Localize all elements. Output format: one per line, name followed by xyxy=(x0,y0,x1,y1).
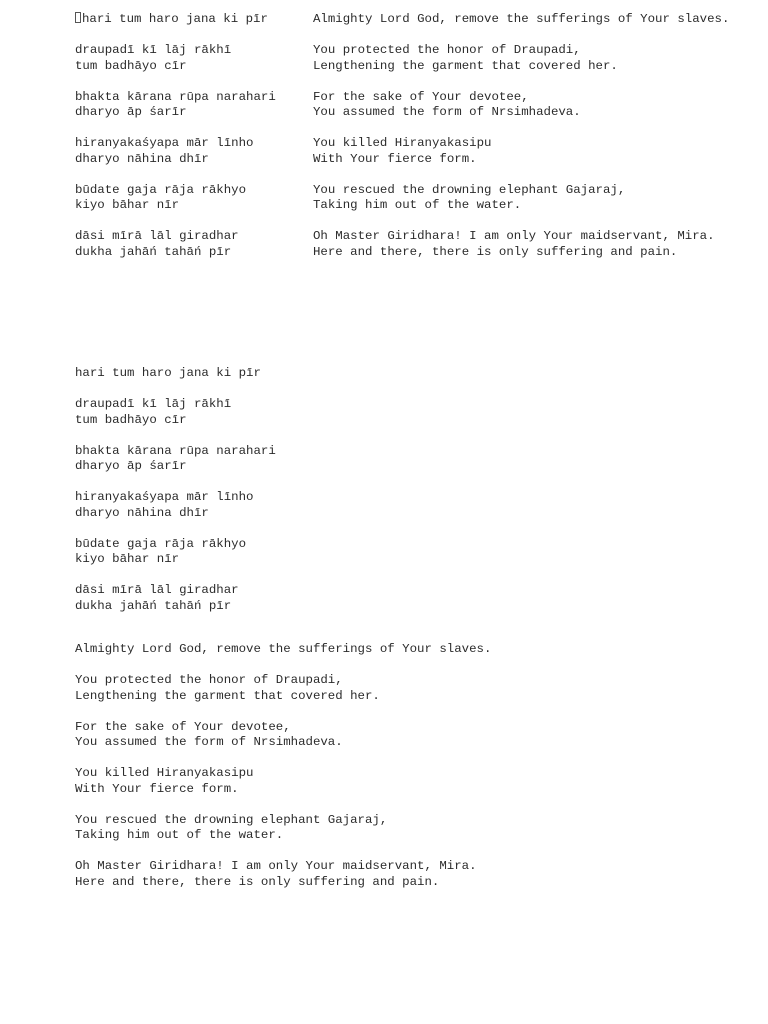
stanza xyxy=(75,537,276,568)
verse-line: draupadī kī lāj rākhī xyxy=(75,397,232,411)
verse-line: With Your fierce form. xyxy=(75,781,239,796)
translation-column xyxy=(313,12,745,28)
verse-line: You protected the honor of Draupadi, xyxy=(313,43,581,57)
verse-line: You assumed the form of Nrsimhadeva. xyxy=(313,105,581,119)
verse-line: dharyo āp śarīr xyxy=(75,105,187,119)
verse-line: dharyo nāhina dhīr xyxy=(75,505,209,520)
verse-line: hiranyakaśyapa mār līnho xyxy=(75,490,254,504)
verse-line: Taking him out of the water. xyxy=(313,198,522,212)
stanza xyxy=(75,366,276,382)
verse-line: dāsi mīrā lāl giradhar xyxy=(75,229,239,243)
transliteration-column xyxy=(75,90,313,121)
translation-column xyxy=(313,90,745,121)
verse-line: Oh Master Giridhara! I am only Your maidservant, Mira. xyxy=(313,229,715,243)
verse-line: Here and there, there is only suffering and pain. xyxy=(313,244,678,259)
verse-line: kiyo bāhar nīr xyxy=(75,552,180,566)
verse-line: Taking him out of the water. xyxy=(75,828,284,842)
verse-line: You killed Hiranyakasipu xyxy=(75,766,254,780)
verse-line: bhakta kārana rūpa narahari xyxy=(75,89,276,104)
verse-line: You rescued the drowning elephant Gajaraj, xyxy=(75,812,388,827)
parallel-stanza xyxy=(75,183,745,214)
transliteration-column xyxy=(75,43,313,74)
verse-line: kiyo bāhar nīr xyxy=(75,198,180,212)
verse-line: tum badhāyo cīr xyxy=(75,412,187,427)
translation-section xyxy=(75,642,491,906)
verse-line: Oh Master Giridhara! I am only Your maidservant, Mira. xyxy=(75,859,477,873)
stanza xyxy=(75,813,491,844)
transliteration-section xyxy=(75,366,276,630)
verse-line: You killed Hiranyakasipu xyxy=(313,136,492,150)
translation-column xyxy=(313,229,745,260)
parallel-stanza xyxy=(75,229,745,260)
stanza xyxy=(75,859,491,890)
stanza xyxy=(75,490,276,521)
verse-line: būdate gaja rāja rākhyo xyxy=(75,182,247,197)
verse-line: bhakta kārana rūpa narahari xyxy=(75,443,276,458)
verse-line: tum badhāyo cīr xyxy=(75,58,187,73)
verse-line: Here and there, there is only suffering and pain. xyxy=(75,874,440,889)
translation-column xyxy=(313,43,745,74)
stanza xyxy=(75,766,491,797)
verse-line: dharyo nāhina dhīr xyxy=(75,151,209,166)
stanza xyxy=(75,642,491,658)
verse-line: dukha jahāń tahāń pīr xyxy=(75,244,232,259)
verse-line: Lengthening the garment that covered her. xyxy=(313,58,618,73)
missing-glyph-icon xyxy=(75,12,81,23)
transliteration-column xyxy=(75,136,313,167)
verse-line: Almighty Lord God, remove the sufferings of Your slaves. xyxy=(75,642,492,656)
verse-line: dāsi mīrā lāl giradhar xyxy=(75,583,239,597)
translation-column xyxy=(313,183,745,214)
verse-line: Lengthening the garment that covered her. xyxy=(75,688,380,703)
parallel-stanza xyxy=(75,90,745,121)
stanza xyxy=(75,583,276,614)
verse-line: dharyo āp śarīr xyxy=(75,459,187,473)
stanza xyxy=(75,720,491,751)
verse-line: Almighty Lord God, remove the sufferings of Your slaves. xyxy=(313,12,730,26)
verse-line: būdate gaja rāja rākhyo xyxy=(75,536,247,551)
parallel-stanza xyxy=(75,43,745,74)
verse-line: hari tum haro jana ki pīr xyxy=(75,366,261,380)
translation-column xyxy=(313,136,745,167)
verse-line: You rescued the drowning elephant Gajaraj, xyxy=(313,182,626,197)
verse-line: hiranyakaśyapa mār līnho xyxy=(75,136,254,150)
parallel-stanza xyxy=(75,136,745,167)
transliteration-column xyxy=(75,12,313,28)
verse-line xyxy=(75,12,313,28)
stanza xyxy=(75,397,276,428)
verse-line: With Your fierce form. xyxy=(313,151,477,166)
stanza xyxy=(75,444,276,475)
verse-line: dukha jahāń tahāń pīr xyxy=(75,598,232,613)
verse-line: For the sake of Your devotee, xyxy=(75,719,291,734)
transliteration-column xyxy=(75,183,313,214)
verse-line: You protected the honor of Draupadi, xyxy=(75,673,343,687)
transliteration-column xyxy=(75,229,313,260)
parallel-stanza xyxy=(75,12,745,28)
verse-line: draupadī kī lāj rākhī xyxy=(75,43,232,57)
verse-line: You assumed the form of Nrsimhadeva. xyxy=(75,735,343,749)
verse-line-text: hari tum haro jana ki pīr xyxy=(82,12,268,26)
parallel-text-section xyxy=(75,12,745,276)
verse-line: For the sake of Your devotee, xyxy=(313,89,529,104)
stanza xyxy=(75,673,491,704)
